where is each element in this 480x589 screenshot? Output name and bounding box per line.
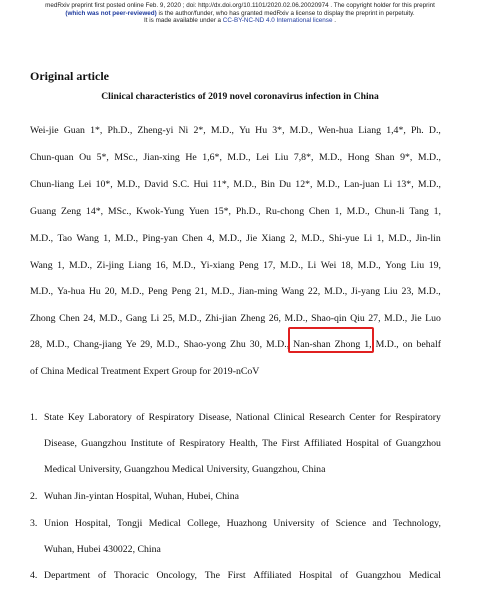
- affiliation-word: Medical: [408, 570, 441, 581]
- author-word: Zhi-jian: [205, 313, 237, 324]
- affiliation-word: Key: [67, 412, 85, 423]
- affiliation-word: Respiratory: [395, 412, 441, 423]
- author-word: 1,4*,: [386, 125, 406, 136]
- author-word: 24,: [83, 313, 96, 324]
- author-word: Yuen: [188, 206, 210, 217]
- author-word: 14*,: [85, 206, 104, 217]
- author-word: 27,: [368, 313, 381, 324]
- author-word: Lei: [256, 152, 270, 163]
- author-word: Gang: [125, 313, 147, 324]
- affiliation-line-last: Wuhan Jin-yintan Hospital, Wuhan, Hubei, China: [44, 491, 239, 502]
- author-word: Wei-jie: [30, 125, 59, 136]
- affiliation-line: [44, 517, 441, 531]
- affiliation-line-last: Wuhan, Hubei 430022, China: [44, 544, 161, 555]
- affiliation-word: Research: [309, 412, 345, 423]
- affiliation-word: Guangzhou: [395, 438, 441, 449]
- affiliation-word: Technology,: [392, 518, 441, 529]
- author-word: Hong: [347, 152, 370, 163]
- author-word: M.D.,: [388, 233, 412, 244]
- affiliation-word: of: [340, 570, 349, 581]
- author-word: 1,: [376, 233, 384, 244]
- author-word: 13*,: [396, 179, 414, 190]
- author-word: Liu: [274, 152, 289, 163]
- author-word: Shan: [374, 152, 395, 163]
- author-word: 11*,: [212, 179, 230, 190]
- header-line-3: It is made available under a CC-BY-NC-ND 4.0 International license .: [144, 17, 336, 24]
- author-word: M.D.,: [324, 286, 348, 297]
- section-heading: Original article: [30, 69, 109, 83]
- author-word: Jian-xing: [143, 152, 180, 163]
- author-word: M.D.,: [289, 125, 313, 136]
- author-word: Wang: [76, 233, 99, 244]
- preprint-header: [0, 2, 480, 25]
- author-word: M.D.,: [316, 179, 340, 190]
- author-word: Jin-lin: [415, 233, 441, 244]
- affiliation-word: Laboratory: [88, 412, 132, 423]
- author-word: 4,: [207, 233, 215, 244]
- author-word: M.D.,: [116, 179, 141, 190]
- author-line: [30, 232, 441, 246]
- author-word: Wang: [281, 286, 304, 297]
- affiliation-word: Guangzhou: [81, 438, 127, 449]
- author-word: M.D.,: [417, 179, 441, 190]
- affiliation-word: The: [262, 438, 278, 449]
- author-word: 12*,: [295, 179, 313, 190]
- author-word: Ya-hua: [57, 286, 85, 297]
- author-word: Wei: [320, 260, 337, 271]
- author-word: Liu: [383, 286, 398, 297]
- author-word: Bin: [260, 179, 275, 190]
- author-word: M.D.,: [284, 313, 308, 324]
- author-word: 30,: [249, 339, 263, 350]
- author-word: on: [402, 339, 413, 350]
- author-word: Zheng: [240, 313, 266, 324]
- author-word: Ou: [79, 152, 92, 163]
- author-word: Du: [279, 179, 292, 190]
- author-line: [30, 259, 441, 273]
- author-word: M.D.,: [417, 286, 441, 297]
- affiliation-word: Affiliated: [303, 438, 342, 449]
- author-word: M.D.,: [279, 260, 304, 271]
- author-word: Kwok-Yung: [136, 206, 185, 217]
- affiliation-word: The: [204, 570, 220, 581]
- author-word: Ji-yang: [351, 286, 380, 297]
- affiliation-number: 4.: [30, 570, 38, 581]
- author-word: MSc.,: [114, 152, 138, 163]
- author-word: Yi-xiang: [200, 260, 235, 271]
- affiliation-word: First: [281, 438, 300, 449]
- author-word: Ph.: [410, 125, 424, 136]
- affiliation-word: and: [372, 518, 387, 529]
- author-line: [30, 178, 441, 192]
- author-word: Yong: [385, 260, 407, 271]
- author-word: 1,6*,: [202, 152, 222, 163]
- author-word: M.D.,: [227, 152, 251, 163]
- author-word: Zhu: [230, 339, 246, 350]
- author-word: Liu: [410, 260, 425, 271]
- author-word: He: [185, 152, 197, 163]
- author-word: Nan-shan: [293, 339, 331, 350]
- affiliation-word: Respiratory: [179, 438, 226, 449]
- affiliation-word: Science: [335, 518, 367, 529]
- author-word: behalf: [416, 339, 441, 350]
- author-word: Jie: [410, 313, 422, 324]
- affiliation-word: College,: [187, 518, 221, 529]
- author-word: Zheng-yi: [137, 125, 174, 136]
- author-word: M.D.,: [120, 286, 145, 297]
- author-word: M.D.,: [218, 233, 242, 244]
- affiliation-line: [44, 411, 441, 425]
- affiliation-line: [44, 437, 441, 451]
- author-word: M.D.,: [266, 339, 290, 350]
- author-word: Zhong: [30, 313, 56, 324]
- affiliation-line: [44, 569, 441, 583]
- author-word: Jie: [246, 233, 258, 244]
- author-word: 2*,: [193, 125, 206, 136]
- affiliation-word: Disease,: [198, 412, 232, 423]
- affiliation-word: Tongji: [116, 518, 143, 529]
- author-word: Zeng: [60, 206, 82, 217]
- affiliation-number: 2.: [30, 491, 38, 502]
- author-word: D.,: [428, 125, 441, 136]
- author-word: M.D.,: [172, 260, 196, 271]
- author-word: 23,: [401, 286, 414, 297]
- author-word: Qiu: [350, 313, 365, 324]
- author-word: Jian-ming: [238, 286, 278, 297]
- affiliation-line-last: Medical University, Guangzhou Medical University, Guangzhou, China: [44, 464, 326, 475]
- affiliation-word: Department: [44, 570, 91, 581]
- author-word: M.D.,: [211, 286, 235, 297]
- author-word: 15*,: [213, 206, 232, 217]
- author-line: [30, 312, 441, 326]
- author-word: M.D.,: [156, 339, 180, 350]
- author-word: Zhong: [334, 339, 361, 350]
- author-word: 18,: [340, 260, 354, 271]
- author-word: Ye: [125, 339, 137, 350]
- author-word: 1,: [103, 233, 111, 244]
- author-word: 1,: [364, 339, 372, 350]
- author-line: [30, 124, 441, 138]
- peer-review-note: (which was not peer-reviewed): [65, 9, 157, 17]
- affiliation-word: State: [44, 412, 64, 423]
- author-word: 1,: [334, 206, 342, 217]
- author-word: Liang: [128, 260, 152, 271]
- author-word: 29,: [140, 339, 153, 350]
- author-line-last: of China Medical Treatment Expert Group for 2019-nCoV: [30, 366, 260, 377]
- author-word: Li: [363, 233, 373, 244]
- affiliation-word: of: [383, 438, 392, 449]
- author-word: 1,: [57, 260, 65, 271]
- author-word: Hu: [255, 125, 268, 136]
- highlight-box: [288, 327, 374, 353]
- author-word: M.D.,: [346, 206, 370, 217]
- affiliation-word: of: [98, 570, 107, 581]
- affiliation-word: National: [235, 412, 270, 423]
- author-word: M.D.,: [69, 260, 93, 271]
- affiliation-word: of: [321, 518, 330, 529]
- author-word: Chen: [308, 206, 330, 217]
- author-word: 21,: [195, 286, 208, 297]
- article-title: Clinical characteristics of 2019 novel coronavirus infection in China: [101, 91, 379, 102]
- author-word: 19,: [428, 260, 441, 271]
- author-word: Liang: [358, 125, 382, 136]
- author-word: 28,: [30, 339, 43, 350]
- author-word: Chen: [182, 233, 203, 244]
- author-word: 3*,: [272, 125, 285, 136]
- author-word: 9*,: [400, 152, 413, 163]
- author-word: David: [144, 179, 169, 190]
- affiliation-word: Respiratory: [148, 412, 195, 423]
- affiliation-word: Disease,: [44, 438, 77, 449]
- author-word: M.D.,: [417, 152, 441, 163]
- author-word: Wang: [30, 260, 53, 271]
- author-word: 25,: [162, 313, 175, 324]
- affiliation-word: Center: [349, 412, 376, 423]
- affiliation-word: for: [379, 412, 391, 423]
- author-word: Guang: [30, 206, 57, 217]
- author-word: Ni: [178, 125, 189, 136]
- author-word: M.D.,: [210, 125, 234, 136]
- author-word: Ph.D.,: [107, 125, 133, 136]
- author-word: Peng: [239, 260, 259, 271]
- author-word: M.D.,: [99, 313, 123, 324]
- affiliation-word: Hospital,: [74, 518, 111, 529]
- affiliation-word: Oncology,: [156, 570, 197, 581]
- author-word: Luo: [425, 313, 441, 324]
- author-word: Ru-chong: [265, 206, 305, 217]
- author-word: M.D.,: [318, 152, 343, 163]
- author-word: 10*,: [95, 179, 113, 190]
- author-word: Shao-yong: [183, 339, 227, 350]
- author-word: Tao: [57, 233, 72, 244]
- author-word: Li: [383, 179, 393, 190]
- author-word: Peng: [147, 286, 168, 297]
- affiliation-word: Health,: [229, 438, 258, 449]
- author-word: 1*,: [90, 125, 103, 136]
- author-word: M.D.,: [301, 233, 325, 244]
- author-word: Shao-qin: [311, 313, 347, 324]
- author-word: 17,: [263, 260, 276, 271]
- affiliation-word: of: [166, 438, 176, 449]
- author-word: Guan: [63, 125, 85, 136]
- author-word: Lei: [78, 179, 92, 190]
- affiliation-word: Union: [44, 518, 69, 529]
- author-word: Chang-jiang: [73, 339, 122, 350]
- affiliation-word: Hospital: [299, 570, 333, 581]
- author-word: M.D.,: [30, 233, 54, 244]
- author-word: 1,: [433, 206, 441, 217]
- author-word: Ping-yan: [142, 233, 178, 244]
- author-line: [30, 205, 441, 219]
- author-word: Wen-hua: [317, 125, 354, 136]
- author-word: Chun-quan: [30, 152, 74, 163]
- author-word: 22,: [307, 286, 321, 297]
- affiliation-word: Medical: [148, 518, 181, 529]
- affiliation-number: 1.: [30, 412, 38, 423]
- affiliation-number: 3.: [30, 518, 38, 529]
- license-link[interactable]: CC-BY-NC-ND 4.0 International license: [222, 17, 333, 24]
- author-word: Hu: [88, 286, 101, 297]
- affiliation-word: First: [227, 570, 246, 581]
- author-word: 20,: [104, 286, 117, 297]
- author-word: MSc.,: [107, 206, 132, 217]
- author-word: Zi-jing: [96, 260, 124, 271]
- author-word: 7,8*,: [293, 152, 314, 163]
- author-word: M.D.,: [233, 179, 257, 190]
- author-word: Yu: [239, 125, 250, 136]
- author-word: Chun-li: [374, 206, 405, 217]
- author-word: M.D.,: [375, 339, 399, 350]
- affiliation-word: Hospital: [345, 438, 380, 449]
- author-word: M.D.,: [178, 313, 202, 324]
- author-word: 5*,: [96, 152, 109, 163]
- author-word: Chen: [59, 313, 80, 324]
- author-word: Shi-yue: [328, 233, 360, 244]
- author-word: Li: [307, 260, 317, 271]
- author-word: M.D.,: [46, 339, 70, 350]
- author-word: Tang: [409, 206, 429, 217]
- author-word: Peng: [171, 286, 192, 297]
- affiliation-word: Clinical: [273, 412, 305, 423]
- affiliation-word: University: [273, 518, 315, 529]
- author-word: Hui: [193, 179, 209, 190]
- affiliation-word: Thoracic: [113, 570, 149, 581]
- author-line: [30, 285, 441, 299]
- author-word: M.D.,: [114, 233, 139, 244]
- author-word: Xiang: [261, 233, 286, 244]
- author-word: 26,: [268, 313, 281, 324]
- affiliation-word: Affiliated: [253, 570, 292, 581]
- author-word: S.C.: [172, 179, 190, 190]
- author-line: [30, 338, 441, 352]
- affiliation-word: Guangzhou: [355, 570, 402, 581]
- affiliation-word: of: [136, 412, 145, 423]
- affiliation-word: Huazhong: [226, 518, 267, 529]
- affiliation-word: Institute: [130, 438, 163, 449]
- author-line: [30, 151, 441, 165]
- author-word: Lan-juan: [344, 179, 380, 190]
- author-word: M.D.,: [30, 286, 54, 297]
- header-line-2: (which was not peer-reviewed) is the author/funder, who has granted medRxiv a license to display the preprint in perpetuity.: [65, 9, 415, 17]
- author-word: 2,: [289, 233, 297, 244]
- author-word: Li: [150, 313, 160, 324]
- header-line-1: medRxiv preprint first posted online Feb. 9, 2020 ; doi: http://dx.doi.org/10.1101/2020.02.06.20020974 . The copyright holder for this preprint: [45, 2, 435, 9]
- author-word: Ph.D.,: [235, 206, 261, 217]
- author-word: 16,: [155, 260, 169, 271]
- author-word: M.D.,: [357, 260, 381, 271]
- author-word: M.D.,: [384, 313, 408, 324]
- author-word: Chun-liang: [30, 179, 75, 190]
